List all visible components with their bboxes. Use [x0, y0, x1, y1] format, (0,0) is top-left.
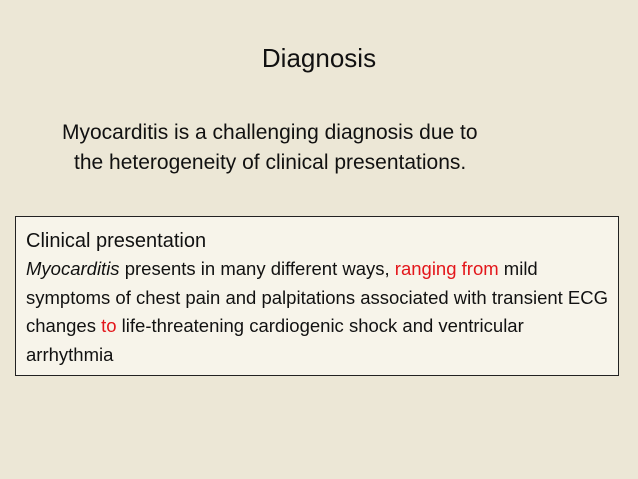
- highlight-to: to: [101, 315, 117, 336]
- highlight-ranging-from: ranging from: [394, 258, 499, 279]
- intro-line-1: Myocarditis is a challenging diagnosis due to: [62, 121, 478, 144]
- box-body-text: [26, 255, 610, 369]
- body-segment-1: presents in many different ways,: [119, 258, 395, 279]
- myocarditis-term: Myocarditis: [26, 258, 120, 279]
- box-heading: Clinical presentation: [26, 230, 207, 252]
- intro-paragraph: [62, 118, 622, 178]
- slide-title: Diagnosis: [261, 43, 377, 73]
- clinical-presentation-box: [15, 216, 619, 376]
- body-segment-2: mild symptoms of chest pain and palpitations associated with transient ECG changes: [26, 258, 609, 336]
- intro-line-2: the heterogeneity of clinical presentations.: [74, 151, 467, 174]
- body-segment-3: life-threatening cardiogenic shock and ventricular arrhythmia: [26, 315, 524, 365]
